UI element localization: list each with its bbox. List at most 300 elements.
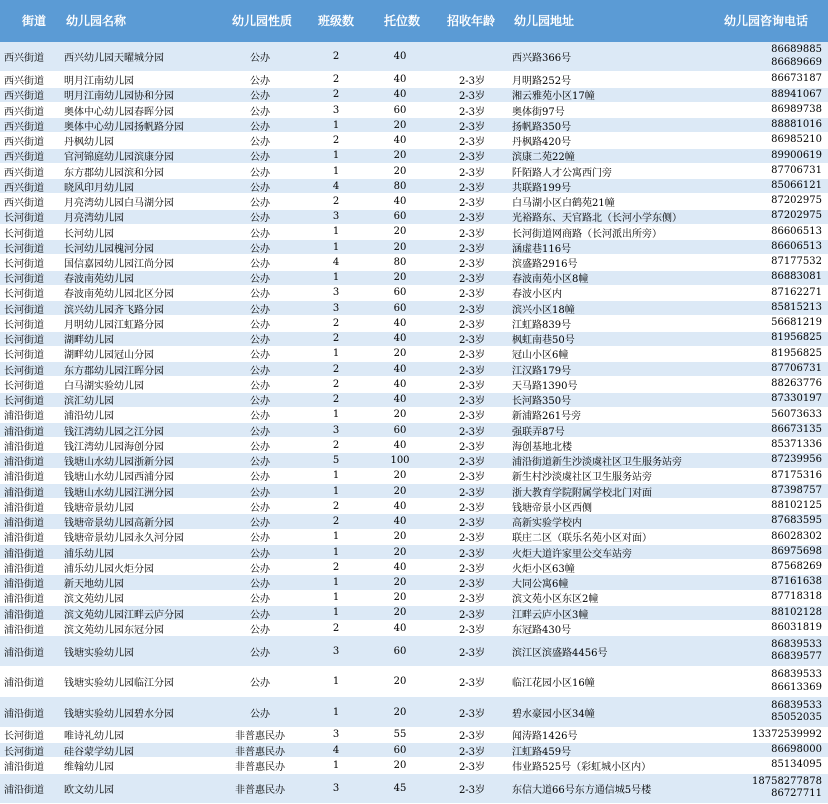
cell-name: 春波南苑幼儿园 bbox=[64, 274, 134, 285]
phone-number: 86839533 bbox=[771, 669, 822, 681]
cell-address: 冠山小区6幢 bbox=[512, 350, 569, 362]
cell-age: 2-3岁 bbox=[458, 647, 486, 659]
phone-number: 86673187 bbox=[771, 73, 822, 85]
phone-number: 86689885 bbox=[771, 44, 822, 56]
cell-name: 新天地幼儿园 bbox=[64, 579, 124, 590]
table-row bbox=[0, 133, 828, 148]
phone-number: 86673135 bbox=[771, 423, 822, 435]
cell-street: 西兴街道 bbox=[4, 76, 44, 87]
phone-number: 86839533 bbox=[771, 699, 822, 711]
cell-phone bbox=[722, 621, 822, 635]
phone-number: 87706731 bbox=[771, 362, 822, 374]
cell-name: 国信嘉园幼儿园江尚分园 bbox=[64, 258, 174, 270]
cell-classes: 1 bbox=[332, 485, 340, 497]
cell-phone bbox=[722, 362, 822, 376]
table-row bbox=[0, 728, 828, 743]
cell-slots: 20 bbox=[393, 577, 407, 588]
cell-classes: 1 bbox=[332, 226, 340, 238]
table-row bbox=[0, 636, 828, 666]
cell-address: 奥体街97号 bbox=[512, 106, 565, 118]
cell-phone bbox=[722, 438, 822, 452]
cell-classes: 2 bbox=[332, 394, 340, 406]
cell-type: 公办 bbox=[250, 121, 270, 133]
cell-address: 湘云雅苑小区17幢 bbox=[512, 91, 595, 102]
cell-name: 滨兴幼儿园齐飞路分园 bbox=[64, 304, 164, 316]
table-row bbox=[0, 88, 828, 103]
cell-age: 2-3岁 bbox=[458, 502, 486, 514]
cell-slots: 40 bbox=[393, 196, 407, 207]
cell-phone bbox=[722, 271, 822, 285]
cell-type: 公办 bbox=[250, 647, 270, 659]
cell-phone bbox=[722, 240, 822, 254]
cell-phone bbox=[722, 484, 822, 498]
cell-name: 明月江南幼儿园协和分园 bbox=[64, 91, 174, 102]
cell-classes: 2 bbox=[332, 622, 340, 634]
cell-type: 公办 bbox=[250, 487, 270, 499]
cell-street: 西兴街道 bbox=[4, 198, 44, 209]
cell-age: 2-3岁 bbox=[458, 152, 486, 163]
cell-classes: 1 bbox=[332, 531, 340, 543]
cell-address: 闻涛路1426号 bbox=[512, 731, 578, 743]
cell-age: 2-3岁 bbox=[458, 137, 486, 148]
cell-classes: 1 bbox=[332, 470, 340, 482]
cell-slots: 40 bbox=[393, 500, 407, 512]
cell-address: 滨江区滨盛路4456号 bbox=[512, 647, 608, 659]
cell-classes: 1 bbox=[332, 546, 340, 558]
cell-slots: 20 bbox=[393, 759, 407, 771]
cell-name: 滨文苑幼儿园江畔云庐分园 bbox=[64, 609, 184, 621]
cell-street: 长河街道 bbox=[4, 228, 44, 240]
cell-classes: 2 bbox=[332, 500, 340, 512]
cell-type: 公办 bbox=[250, 228, 270, 240]
cell-slots: 40 bbox=[393, 622, 407, 634]
cell-street: 浦沿街道 bbox=[4, 678, 44, 690]
cell-address: 长河路350号 bbox=[512, 396, 572, 407]
table-row bbox=[0, 286, 828, 301]
cell-address: 滨盛路2916号 bbox=[512, 258, 578, 270]
header-age: 招收年龄 bbox=[446, 14, 495, 28]
cell-address: 新生村沙淡虞社区卫生服务站旁 bbox=[512, 472, 652, 483]
cell-classes: 3 bbox=[332, 424, 340, 436]
cell-classes: 2 bbox=[332, 51, 340, 63]
cell-age: 2-3岁 bbox=[458, 563, 486, 575]
cell-address: 碧水豪园小区34幢 bbox=[512, 708, 595, 720]
cell-name: 欧文幼儿园 bbox=[64, 784, 114, 796]
cell-slots: 60 bbox=[393, 424, 407, 436]
cell-classes: 2 bbox=[332, 561, 340, 573]
phone-number: 56681219 bbox=[771, 317, 822, 329]
cell-type: 公办 bbox=[250, 579, 270, 590]
cell-slots: 60 bbox=[393, 645, 407, 657]
cell-name: 奥体中心幼儿园扬帆路分园 bbox=[64, 121, 184, 133]
header-phone: 幼儿园咨询电话 bbox=[724, 14, 809, 28]
cell-street: 西兴街道 bbox=[4, 152, 44, 163]
cell-classes: 1 bbox=[332, 759, 340, 771]
cell-name: 长河幼儿园槐河分园 bbox=[64, 243, 154, 255]
cell-type: 公办 bbox=[250, 289, 270, 301]
table-row bbox=[0, 774, 828, 804]
cell-phone bbox=[722, 560, 822, 574]
cell-address: 白马湖小区白鹤苑21幢 bbox=[512, 198, 615, 209]
cell-age: 2-3岁 bbox=[458, 457, 486, 468]
cell-age: 2-3岁 bbox=[458, 624, 486, 636]
cell-phone bbox=[722, 469, 822, 483]
cell-phone bbox=[722, 88, 822, 102]
cell-phone bbox=[722, 301, 822, 315]
table-row bbox=[0, 530, 828, 545]
cell-address: 江汉路179号 bbox=[512, 365, 572, 377]
cell-address: 丹枫路420号 bbox=[512, 137, 572, 148]
table-row bbox=[0, 423, 828, 438]
cell-street: 浦沿街道 bbox=[4, 647, 44, 659]
table-row bbox=[0, 575, 828, 590]
cell-phone bbox=[722, 545, 822, 559]
cell-name: 滨汇幼儿园 bbox=[64, 396, 114, 407]
cell-classes: 3 bbox=[332, 211, 340, 223]
table-row bbox=[0, 118, 828, 133]
cell-name: 晓风印月幼儿园 bbox=[64, 182, 134, 194]
cell-slots: 20 bbox=[393, 470, 407, 482]
cell-street: 西兴街道 bbox=[4, 106, 44, 118]
cell-address: 西兴路366号 bbox=[512, 53, 572, 65]
cell-name: 浦沿幼儿园 bbox=[64, 411, 114, 422]
cell-slots: 60 bbox=[393, 211, 407, 223]
cell-slots: 60 bbox=[393, 104, 407, 116]
cell-slots: 20 bbox=[393, 165, 407, 177]
cell-street: 西兴街道 bbox=[4, 137, 44, 148]
phone-number: 89900619 bbox=[771, 149, 822, 161]
cell-name: 钱塘实验幼儿园临江分园 bbox=[64, 678, 174, 690]
table-row bbox=[0, 408, 828, 423]
cell-name: 钱塘山水幼儿园西浦分园 bbox=[64, 472, 174, 483]
cell-street: 浦沿街道 bbox=[4, 609, 44, 621]
cell-phone bbox=[722, 149, 822, 163]
table-row bbox=[0, 545, 828, 560]
phone-number: 86031819 bbox=[771, 621, 822, 633]
table-row bbox=[0, 42, 828, 72]
cell-classes: 2 bbox=[332, 333, 340, 345]
cell-name: 钱塘山水幼儿园江洲分园 bbox=[64, 487, 174, 499]
cell-street: 长河街道 bbox=[4, 243, 44, 255]
cell-type: 公办 bbox=[250, 594, 270, 605]
cell-type: 公办 bbox=[250, 396, 270, 407]
table-row bbox=[0, 149, 828, 164]
cell-street: 长河街道 bbox=[4, 396, 44, 407]
cell-age: 2-3岁 bbox=[458, 609, 486, 621]
cell-age: 2-3岁 bbox=[458, 380, 486, 392]
cell-slots: 20 bbox=[393, 546, 407, 558]
table-row bbox=[0, 72, 828, 87]
cell-street: 浦沿街道 bbox=[4, 426, 44, 438]
phone-number: 86698000 bbox=[771, 743, 822, 755]
cell-classes: 3 bbox=[332, 729, 340, 741]
cell-address: 大同公寓6幢 bbox=[512, 579, 569, 590]
cell-classes: 4 bbox=[332, 180, 340, 192]
cell-phone bbox=[722, 575, 822, 589]
cell-classes: 2 bbox=[332, 378, 340, 390]
cell-address: 火炬大道许家里公交车站旁 bbox=[512, 548, 632, 560]
cell-name: 明月江南幼儿园 bbox=[64, 76, 134, 87]
cell-street: 长河街道 bbox=[4, 365, 44, 377]
cell-address: 火炬小区63幢 bbox=[512, 563, 575, 575]
cell-type: 公办 bbox=[250, 411, 270, 422]
cell-street: 浦沿街道 bbox=[4, 594, 44, 605]
cell-age: 2-3岁 bbox=[458, 594, 486, 605]
phone-number: 86839577 bbox=[771, 651, 822, 663]
cell-type: 公办 bbox=[250, 243, 270, 255]
cell-age: 2-3岁 bbox=[458, 243, 486, 255]
cell-street: 长河街道 bbox=[4, 731, 44, 743]
cell-type: 公办 bbox=[250, 472, 270, 483]
cell-phone bbox=[722, 774, 822, 803]
cell-type: 公办 bbox=[250, 198, 270, 209]
cell-type: 非普惠民办 bbox=[235, 761, 285, 773]
phone-number: 86727711 bbox=[771, 788, 822, 800]
cell-phone bbox=[722, 316, 822, 330]
cell-classes: 2 bbox=[332, 363, 340, 375]
cell-classes: 1 bbox=[332, 607, 340, 619]
cell-address: 扬帆路350号 bbox=[512, 121, 572, 133]
cell-phone bbox=[722, 225, 822, 239]
cell-type: 公办 bbox=[250, 258, 270, 270]
cell-age: 2-3岁 bbox=[458, 319, 486, 331]
cell-slots: 20 bbox=[393, 226, 407, 238]
phone-number: 87330197 bbox=[771, 393, 822, 405]
cell-street: 长河街道 bbox=[4, 304, 44, 316]
cell-street: 长河街道 bbox=[4, 350, 44, 362]
cell-type: 公办 bbox=[250, 53, 270, 65]
header-street: 街道 bbox=[21, 14, 46, 28]
cell-type: 公办 bbox=[250, 548, 270, 560]
cell-age: 2-3岁 bbox=[458, 335, 486, 346]
table-row bbox=[0, 393, 828, 408]
table-row bbox=[0, 667, 828, 697]
cell-type: 公办 bbox=[250, 91, 270, 102]
cell-type: 公办 bbox=[250, 274, 270, 285]
cell-slots: 40 bbox=[393, 439, 407, 451]
cell-slots: 20 bbox=[393, 150, 407, 162]
cell-slots: 20 bbox=[393, 485, 407, 497]
cell-address: 东冠路430号 bbox=[512, 624, 572, 636]
cell-age: 2-3岁 bbox=[458, 106, 486, 118]
cell-street: 西兴街道 bbox=[4, 121, 44, 133]
phone-number: 86975698 bbox=[771, 545, 822, 557]
cell-classes: 2 bbox=[332, 135, 340, 147]
cell-classes: 2 bbox=[332, 439, 340, 451]
cell-address: 伟业路525号（彩虹城小区内） bbox=[512, 761, 652, 773]
cell-age: 2-3岁 bbox=[458, 228, 486, 240]
cell-phone bbox=[722, 377, 822, 391]
cell-street: 浦沿街道 bbox=[4, 548, 44, 560]
phone-number: 87202975 bbox=[771, 210, 822, 222]
cell-slots: 40 bbox=[393, 363, 407, 375]
cell-classes: 3 bbox=[332, 645, 340, 657]
cell-name: 湖畔幼儿园 bbox=[64, 335, 114, 346]
cell-age: 2-3岁 bbox=[458, 533, 486, 544]
cell-street: 西兴街道 bbox=[4, 53, 44, 65]
phone-number: 56073633 bbox=[771, 408, 822, 420]
cell-slots: 40 bbox=[393, 317, 407, 329]
cell-address: 联庄二区（联乐名苑小区对面） bbox=[512, 533, 652, 544]
cell-street: 西兴街道 bbox=[4, 167, 44, 179]
cell-name: 钱塘实验幼儿园 bbox=[64, 647, 134, 659]
cell-type: 公办 bbox=[250, 708, 270, 720]
cell-slots: 100 bbox=[390, 455, 410, 467]
phone-number: 86883081 bbox=[771, 271, 822, 283]
phone-number: 88102125 bbox=[771, 500, 822, 512]
table-row bbox=[0, 560, 828, 575]
cell-age: 2-3岁 bbox=[458, 91, 486, 102]
cell-address: 天马路1390号 bbox=[512, 380, 578, 392]
cell-classes: 2 bbox=[332, 516, 340, 528]
cell-slots: 40 bbox=[393, 135, 407, 147]
cell-age: 2-3岁 bbox=[458, 411, 486, 422]
cell-name: 维翰幼儿园 bbox=[64, 761, 114, 773]
phone-number: 87568269 bbox=[771, 561, 822, 573]
cell-age: 2-3岁 bbox=[458, 487, 486, 499]
phone-number: 87706731 bbox=[771, 164, 822, 176]
table-row bbox=[0, 164, 828, 179]
cell-phone bbox=[722, 667, 822, 696]
cell-type: 公办 bbox=[250, 213, 270, 224]
cell-address: 浙大教育学院附属学校北门对面 bbox=[512, 487, 652, 499]
cell-street: 长河街道 bbox=[4, 380, 44, 392]
phone-number: 88881016 bbox=[771, 119, 822, 131]
cell-name: 东方郡幼儿园江晖分园 bbox=[64, 365, 164, 377]
cell-slots: 40 bbox=[393, 378, 407, 390]
cell-slots: 20 bbox=[393, 272, 407, 284]
cell-phone bbox=[722, 591, 822, 605]
cell-address: 东信大道66号东方通信城5号楼 bbox=[512, 784, 652, 796]
header-slots: 托位数 bbox=[383, 14, 420, 28]
cell-type: 公办 bbox=[250, 182, 270, 194]
cell-type: 公办 bbox=[250, 518, 270, 529]
cell-address: 光裕路东、天官路北（长河小学东侧） bbox=[512, 213, 682, 224]
table-row bbox=[0, 606, 828, 621]
cell-slots: 55 bbox=[393, 729, 407, 741]
cell-age: 2-3岁 bbox=[458, 289, 486, 301]
cell-type: 公办 bbox=[250, 678, 270, 690]
phone-number: 86989738 bbox=[771, 103, 822, 115]
cell-address: 滨文苑小区东区2幢 bbox=[512, 594, 599, 605]
cell-slots: 40 bbox=[393, 394, 407, 406]
cell-type: 公办 bbox=[250, 137, 270, 148]
table-row bbox=[0, 758, 828, 773]
header-address: 幼儿园地址 bbox=[514, 14, 575, 28]
cell-phone bbox=[722, 118, 822, 132]
cell-type: 非普惠民办 bbox=[235, 746, 285, 758]
table-header bbox=[0, 0, 828, 42]
cell-slots: 20 bbox=[393, 676, 407, 688]
cell-slots: 80 bbox=[393, 180, 407, 192]
cell-classes: 1 bbox=[332, 592, 340, 604]
cell-classes: 2 bbox=[332, 89, 340, 101]
phone-number: 88941067 bbox=[771, 88, 822, 100]
cell-type: 公办 bbox=[250, 152, 270, 163]
cell-phone bbox=[722, 210, 822, 224]
cell-name: 钱塘帝景幼儿园高新分园 bbox=[64, 518, 174, 529]
cell-classes: 5 bbox=[332, 455, 340, 467]
cell-street: 浦沿街道 bbox=[4, 708, 44, 720]
cell-street: 长河街道 bbox=[4, 274, 44, 285]
phone-number: 88102128 bbox=[771, 606, 822, 618]
cell-classes: 1 bbox=[332, 577, 340, 588]
phone-number: 86028302 bbox=[771, 530, 822, 542]
cell-address: 涵虚巷116号 bbox=[512, 243, 572, 255]
table-row bbox=[0, 514, 828, 529]
cell-slots: 20 bbox=[393, 119, 407, 131]
table-row bbox=[0, 484, 828, 499]
table-row bbox=[0, 271, 828, 286]
cell-name: 硅谷蒙学幼儿园 bbox=[64, 746, 134, 758]
table-row bbox=[0, 179, 828, 194]
cell-slots: 60 bbox=[393, 744, 407, 756]
cell-classes: 1 bbox=[332, 150, 340, 162]
cell-street: 浦沿街道 bbox=[4, 502, 44, 514]
cell-classes: 1 bbox=[332, 272, 340, 284]
cell-age: 2-3岁 bbox=[458, 198, 486, 209]
cell-slots: 40 bbox=[393, 516, 407, 528]
cell-age: 2-3岁 bbox=[458, 708, 486, 720]
cell-name: 唯诗礼幼儿园 bbox=[64, 731, 124, 743]
cell-address: 阡陌路人才公寓西门旁 bbox=[512, 167, 612, 179]
cell-classes: 2 bbox=[332, 74, 340, 86]
cell-address: 春波南苑小区8幢 bbox=[512, 274, 589, 285]
cell-address: 长河街道网商路（长河派出所旁） bbox=[512, 228, 662, 240]
cell-phone bbox=[722, 697, 822, 726]
cell-age: 2-3岁 bbox=[458, 182, 486, 194]
cell-age: 2-3岁 bbox=[458, 761, 486, 773]
cell-name: 奥体中心幼儿园春晖分园 bbox=[64, 106, 174, 118]
cell-address: 共联路199号 bbox=[512, 182, 572, 194]
cell-age: 2-3岁 bbox=[458, 396, 486, 407]
cell-age: 2-3岁 bbox=[458, 350, 486, 362]
cell-address: 江虹路459号 bbox=[512, 746, 572, 758]
cell-street: 浦沿街道 bbox=[4, 411, 44, 422]
cell-age: 2-3岁 bbox=[458, 258, 486, 270]
cell-name: 月明幼儿园江虹路分园 bbox=[64, 319, 164, 331]
phone-number: 81956825 bbox=[771, 347, 822, 359]
phone-number: 86606513 bbox=[771, 240, 822, 252]
phone-number: 86839533 bbox=[771, 638, 822, 650]
cell-classes: 1 bbox=[332, 348, 340, 360]
cell-street: 长河街道 bbox=[4, 213, 44, 224]
cell-phone bbox=[722, 72, 822, 86]
table-row bbox=[0, 438, 828, 453]
cell-slots: 45 bbox=[393, 782, 407, 794]
header-classes: 班级数 bbox=[317, 14, 354, 28]
cell-age: 2-3岁 bbox=[458, 518, 486, 529]
cell-street: 浦沿街道 bbox=[4, 761, 44, 773]
cell-type: 非普惠民办 bbox=[235, 731, 285, 743]
cell-address: 临江花园小区16幢 bbox=[512, 678, 595, 690]
cell-phone bbox=[722, 286, 822, 300]
cell-street: 浦沿街道 bbox=[4, 579, 44, 590]
cell-street: 长河街道 bbox=[4, 258, 44, 270]
cell-slots: 20 bbox=[393, 607, 407, 619]
phone-number: 18758277878 bbox=[752, 775, 822, 787]
table-row bbox=[0, 225, 828, 240]
cell-name: 官河锦庭幼儿园滨康分园 bbox=[64, 152, 174, 163]
cell-age: 2-3岁 bbox=[458, 548, 486, 560]
cell-phone bbox=[722, 423, 822, 437]
cell-phone bbox=[722, 103, 822, 117]
cell-phone bbox=[722, 408, 822, 422]
cell-street: 长河街道 bbox=[4, 335, 44, 346]
cell-address: 高新实验学校内 bbox=[512, 518, 582, 529]
cell-phone bbox=[722, 393, 822, 407]
cell-age: 2-3岁 bbox=[458, 731, 486, 743]
